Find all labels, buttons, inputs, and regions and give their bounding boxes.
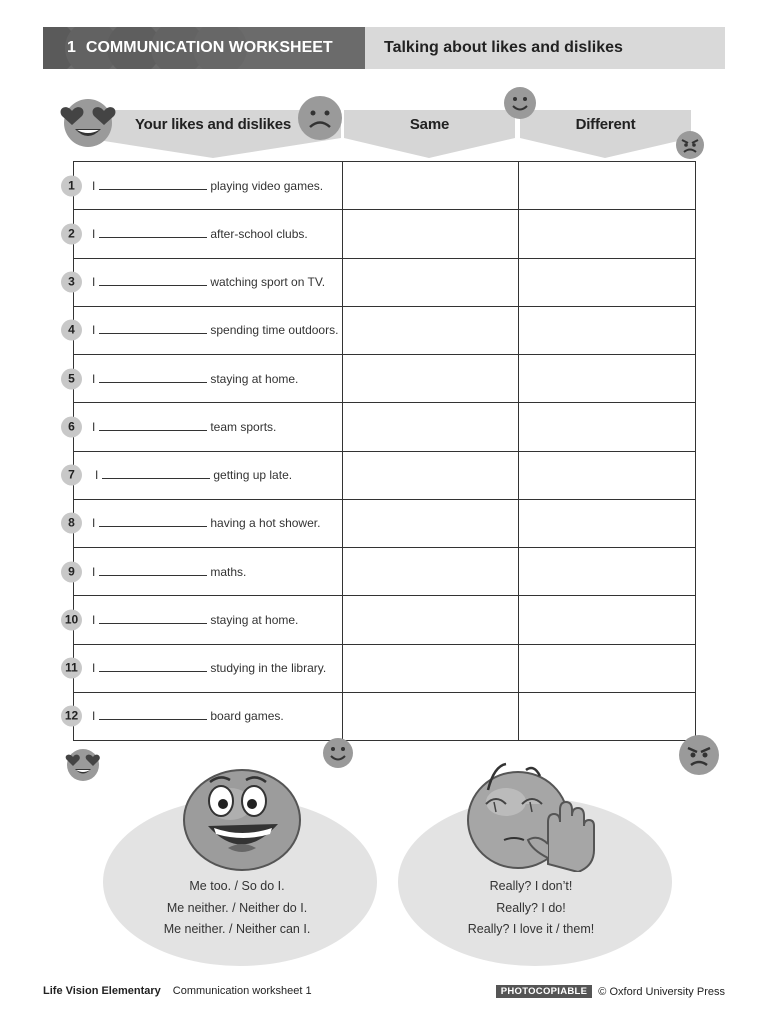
table-row [74,355,696,403]
sentence-subject: I [92,516,96,531]
likes-cell [64,596,343,644]
fill-in-blank[interactable] [99,275,207,286]
phrase: Me neither. / Neither can I. [163,922,311,936]
row-sentence [92,516,320,530]
same-phrases [127,876,347,941]
likes-cell [68,210,343,258]
likes-cell [68,258,343,306]
sentence-activity: watching sport on TV. [210,275,326,290]
angry-face-icon [678,734,720,776]
sentence-subject: I [92,323,96,338]
table-row [74,548,696,596]
same-cell[interactable] [343,644,519,692]
fill-in-blank[interactable] [99,565,207,576]
footer-copyright: © Oxford University Press [598,985,725,998]
worksheet-subtitle: Talking about likes and dislikes [384,39,623,56]
footer-worksheet: Communication worksheet 1 [172,985,312,997]
sentence-activity: having a hot shower. [210,516,321,531]
same-cell[interactable] [343,210,519,258]
different-cell[interactable] [519,499,696,547]
row-number: 8 [61,513,82,534]
smile-face-icon [503,86,537,120]
subtitle-banner [365,27,725,69]
table-row [74,499,696,547]
laughing-emoji-icon [180,764,304,872]
sentence-subject: I [92,661,96,676]
fill-in-blank[interactable] [99,372,207,383]
column-header-same [344,110,515,158]
table-row [74,306,696,354]
sentence-activity: getting up late. [213,468,293,483]
different-cell[interactable] [519,548,696,596]
different-cell[interactable] [519,162,696,210]
row-number: 7 [61,465,82,486]
likes-cell [68,306,343,354]
row-number: 4 [61,320,82,341]
likes-cell [68,451,343,499]
fill-in-blank[interactable] [99,613,207,624]
footer-right [496,985,725,998]
column-header-different-label: Different [575,116,636,133]
row-sentence [92,227,308,241]
row-sentence [92,420,276,434]
different-cell[interactable] [519,306,696,354]
different-cell[interactable] [519,451,696,499]
row-number: 5 [61,368,82,389]
photocopiable-badge: PHOTOCOPIABLE [496,985,593,998]
row-number: 2 [61,223,82,244]
footer-left [43,985,312,997]
phrase: Really? I do! [496,900,566,915]
phrase: Really? I don’t! [489,879,573,893]
different-cell[interactable] [519,644,696,692]
row-number: 12 [61,706,82,727]
row-sentence [92,565,246,579]
same-cell[interactable] [343,596,519,644]
table-row [74,162,696,210]
sentence-activity: spending time outdoors. [210,323,339,338]
different-cell[interactable] [519,210,696,258]
sentence-activity: after-school clubs. [210,226,308,241]
fill-in-blank[interactable] [102,468,210,479]
different-cell[interactable] [519,692,696,740]
sentence-activity: team sports. [210,419,277,434]
sentence-subject: I [92,564,96,579]
row-sentence [92,661,326,675]
phrase: Me too. / So do I. [189,879,285,893]
fill-in-blank[interactable] [99,420,207,431]
phrase: Me neither. / Neither do I. [166,900,308,915]
sentence-subject: I [95,468,99,483]
table-row [74,403,696,451]
heart-eyes-emoji-icon [64,746,102,782]
sentence-activity: playing video games. [210,178,324,193]
worksheet-title [67,27,333,69]
heart-eyes-emoji-icon [58,95,118,149]
row-number: 6 [61,416,82,437]
fill-in-blank[interactable] [99,516,207,527]
row-number: 11 [61,658,82,679]
sentence-activity: staying at home. [210,612,299,627]
table-row [74,451,696,499]
column-header-different [520,110,691,158]
sentence-subject: I [92,275,96,290]
likes-cell [64,692,343,740]
row-sentence [92,372,298,386]
smile-face-icon [322,737,354,769]
same-cell[interactable] [343,162,519,210]
sentence-activity: maths. [210,564,247,579]
row-sentence [92,613,298,627]
sad-face-icon [297,95,343,141]
column-header-likes-label: Your likes and dislikes [134,116,292,133]
worksheet-number: 1 [67,39,76,56]
sentence-subject: I [92,178,96,193]
same-cell[interactable] [343,692,519,740]
sentence-activity: studying in the library. [210,661,327,676]
table-row [74,210,696,258]
fill-in-blank[interactable] [99,179,207,190]
same-cell[interactable] [343,258,519,306]
likes-cell [68,548,343,596]
unimpressed-emoji-icon [466,760,606,872]
same-cell[interactable] [343,499,519,547]
row-sentence [92,323,338,337]
angry-face-icon [675,130,705,160]
fill-in-blank[interactable] [99,323,207,334]
worksheet-title-text: COMMUNICATION WORKSHEET [85,39,333,56]
table-row [74,596,696,644]
footer-brand: Life Vision Elementary [43,985,161,997]
likes-cell [68,499,343,547]
row-sentence [92,709,284,723]
sentence-activity: board games. [210,709,284,724]
different-cell[interactable] [519,355,696,403]
fill-in-blank[interactable] [99,661,207,672]
same-cell[interactable] [343,403,519,451]
sentence-subject: I [92,612,96,627]
table-row [74,692,696,740]
different-cell[interactable] [519,403,696,451]
worksheet-table [64,161,696,741]
row-number: 10 [61,609,82,630]
row-sentence [92,275,325,289]
row-number: 1 [61,175,82,196]
sentence-subject: I [92,371,96,386]
column-header-same-label: Same [409,116,450,133]
same-cell[interactable] [343,306,519,354]
row-sentence [95,468,292,482]
different-cell[interactable] [519,596,696,644]
row-number: 9 [61,561,82,582]
title-banner [43,27,365,69]
same-cell[interactable] [343,355,519,403]
table-row [74,644,696,692]
likes-cell [68,355,343,403]
row-sentence [92,179,323,193]
likes-cell [68,403,343,451]
sentence-subject: I [92,419,96,434]
same-cell[interactable] [343,451,519,499]
likes-cell [65,644,343,692]
likes-cell [68,162,343,210]
fill-in-blank[interactable] [99,227,207,238]
sentence-subject: I [92,709,96,724]
row-number: 3 [61,272,82,293]
different-cell[interactable] [519,258,696,306]
sentence-activity: staying at home. [210,371,299,386]
same-cell[interactable] [343,548,519,596]
table-row [74,258,696,306]
phrase: Really? I love it / them! [467,922,595,936]
fill-in-blank[interactable] [99,709,207,720]
different-phrases [421,876,641,941]
sentence-subject: I [92,226,96,241]
